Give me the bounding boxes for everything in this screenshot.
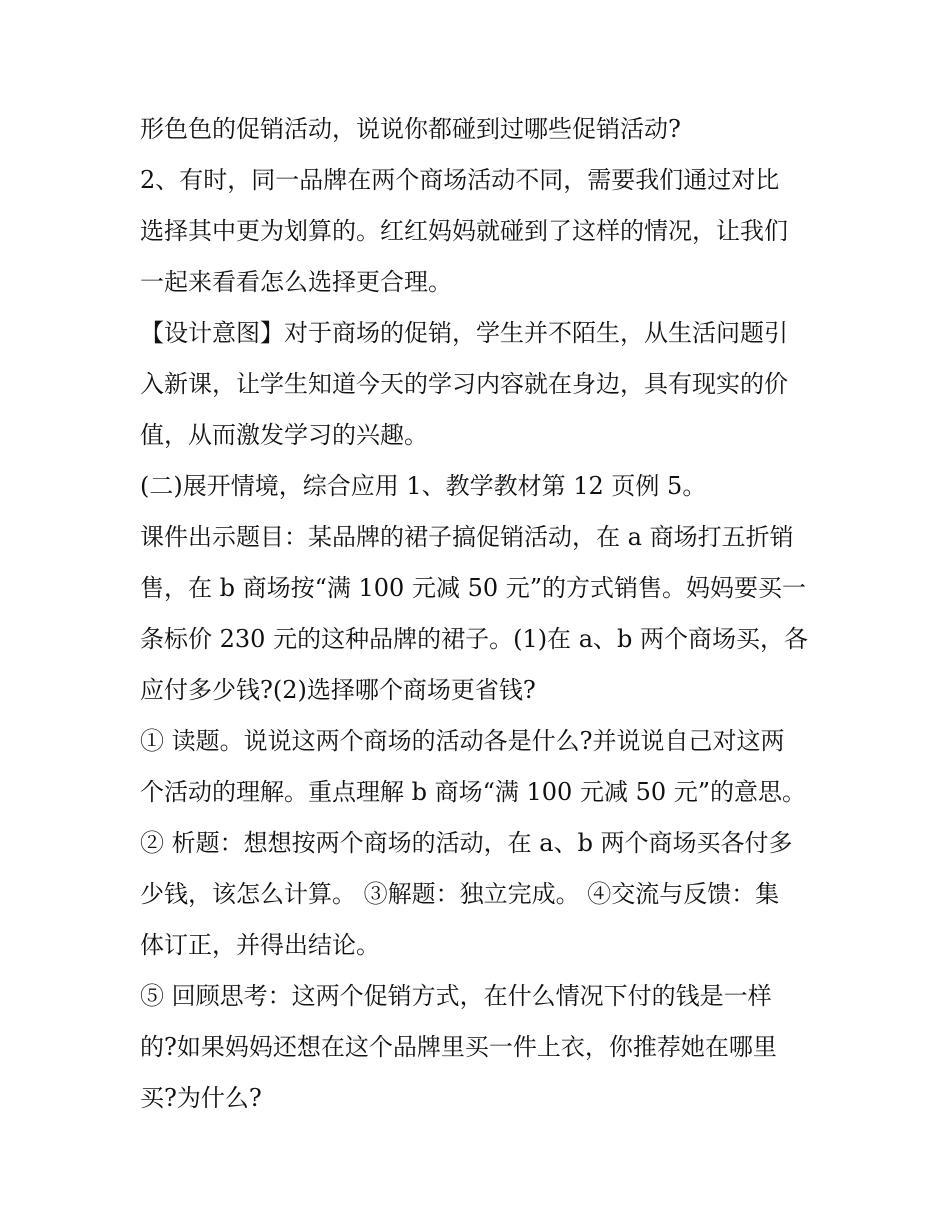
text-line: 售，在 b 商场按“满 100 元减 50 元”的方式销售。妈妈要买一 <box>140 574 807 602</box>
document-body <box>140 104 820 1124</box>
text-line: ① 读题。说说这两个商场的活动各是什么?并说说自己对这两 <box>140 727 785 755</box>
text-line: 应付多少钱?(2)选择哪个商场更省钱? <box>140 676 536 704</box>
text-line: 入新课，让学生知道今天的学习内容就在身边，具有现实的价 <box>140 370 788 398</box>
text-line: 的?如果妈妈还想在这个品牌里买一件上衣，你推荐她在哪里 <box>140 1033 777 1061</box>
text-line: 【设计意图】对于商场的促销，学生并不陌生，从生活问题引 <box>140 319 788 347</box>
text-line: 一起来看看怎么选择更合理。 <box>140 268 452 296</box>
text-line: 值，从而激发学习的兴趣。 <box>140 421 428 449</box>
text-line: 课件出示题目：某品牌的裙子搞促销活动，在 a 商场打五折销 <box>140 523 794 551</box>
text-line: ⑤ 回顾思考：这两个促销方式，在什么情况下付的钱是一样 <box>140 982 772 1010</box>
text-line: 条标价 230 元的这种品牌的裙子。(1)在 a、b 两个商场买，各 <box>140 625 808 653</box>
text-line: 选择其中更为划算的。红红妈妈就碰到了这样的情况，让我们 <box>140 217 788 245</box>
text-line: 买?为什么? <box>140 1084 262 1112</box>
text-line: 少钱，该怎么计算。 ③解题：独立完成。 ④交流与反馈：集 <box>140 880 780 908</box>
text-line: 形色色的促销活动，说说你都碰到过哪些促销活动? <box>140 115 681 143</box>
text-line: 个活动的理解。重点理解 b 商场“满 100 元减 50 元”的意思。 <box>140 778 807 806</box>
text-line: 体订正，并得出结论。 <box>140 931 380 959</box>
text-line: ② 析题：想想按两个商场的活动，在 a、b 两个商场买各付多 <box>140 829 793 857</box>
text-line: (二)展开情境，综合应用 1、教学教材第 12 页例 5。 <box>140 472 707 500</box>
text-line: 2、有时，同一品牌在两个商场活动不同，需要我们通过对比 <box>140 166 780 194</box>
